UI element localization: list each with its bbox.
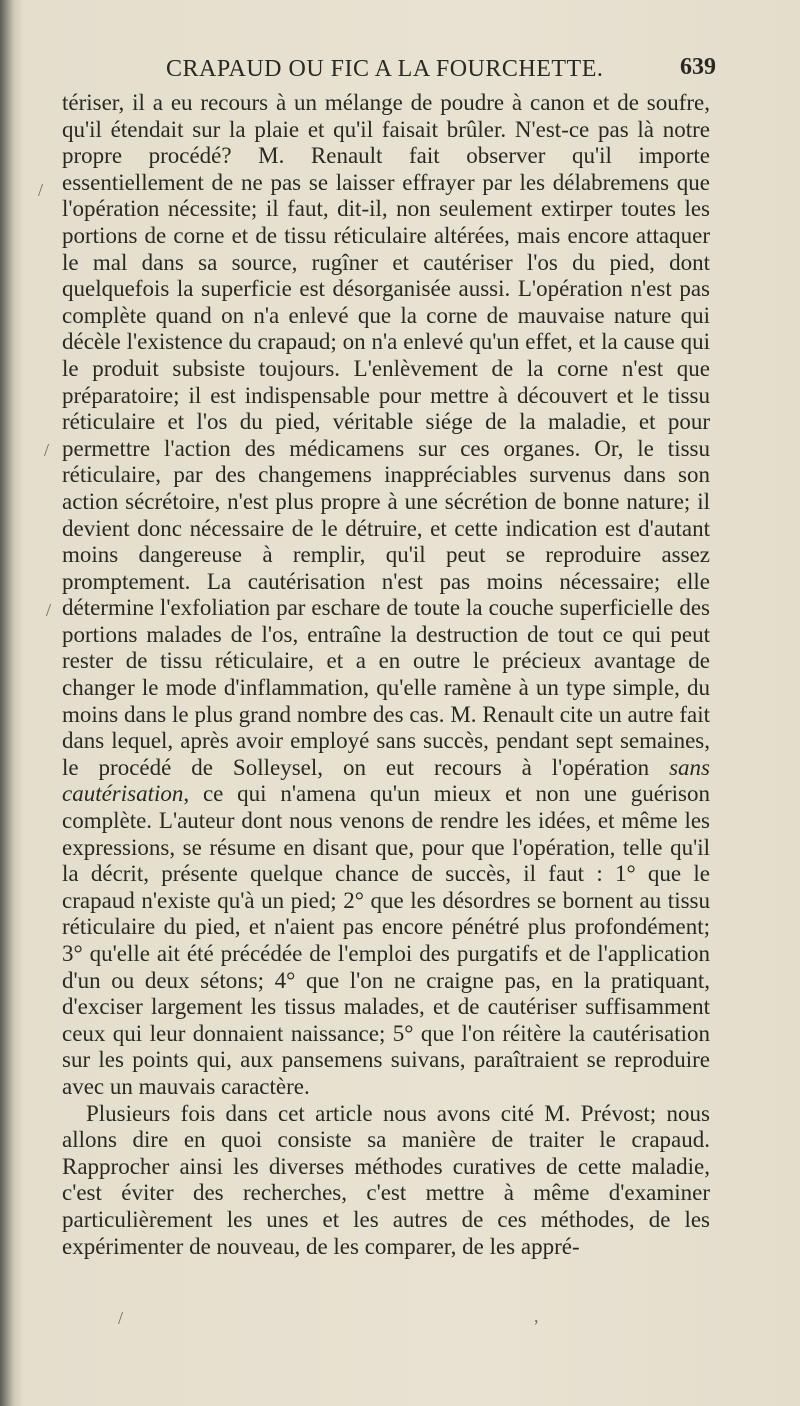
margin-mark: /	[46, 600, 52, 620]
page-number: 639	[680, 54, 716, 80]
body-text	[62, 90, 710, 1260]
paragraph-1-italic: sans cautérisation	[62, 754, 710, 807]
page-header	[62, 52, 716, 92]
margin-mark: /	[118, 1308, 124, 1328]
paragraph-1-text-after: , ce qui n'amena qu'un mieux et non une guérison complète. L'auteur dont nous venons de rendre les idées, et même les expressions, se résume en disant que, pour que l'opération, telle qu'il la décrit, présente quelque chance de succès, il faut : 1° que le crapaud n'existe qu'à un pied; 2° que les désordres se bornent au tissu réticulaire du pied, et n'aient pas encore pénétré plus profondément; 3° qu'elle ait été précédée de l'emploi des purgatifs et de l'application d'un ou deux sétons; 4° que l'on ne craigne pas, en la pratiquant, d'exciser largement les tissus malades, et de cautériser suffisamment ceux qui leur donnaient naissance; 5° que l'on réitère la cautérisation sur les points qui, aux pansemens suivans, paraîtraient se reproduire avec un mauvais caractère.	[62, 781, 710, 1099]
margin-mark: /	[44, 440, 50, 460]
paragraph-1-text: tériser, il a eu recours à un mélange de poudre à canon et de soufre, qu'il étendait sur la plaie et qu'il faisait brûler. N'est-ce pas là notre propre procédé? M. Renault fait observer qu'il importe essentiellement de ne pas se laisser effrayer par les délabremens que l'opération nécessite; il faut, dit-il, non seulement extirper toutes les portions de corne et de tissu réticulaire altérées, mais encore attaquer le mal dans sa source, rugîner et cautériser l'os du pied, dont quelquefois la superficie est désorganisée aussi. L'opération n'est pas complète quand on n'a enlevé que la corne de mauvaise nature qui décèle l'existence du crapaud; on n'a enlevé qu'un effet, et la cause qui le produit subsiste toujours. L'enlèvement de la corne n'est que préparatoire; il est indispensable pour mettre à découvert et le tissu réticulaire et l'os du pied, véritable siége de la maladie, et pour permettre l'action des médicamens sur ces organes. Or, le tissu réticulaire, par des changemens inappréciables survenus dans son action sécrétoire, n'est plus propre à une sécrétion de bonne nature; il devient donc nécessaire de le détruire, et cette indication est d'autant moins dangereuse à remplir, qu'il peut se reproduire assez promptement. La cautérisation n'est pas moins nécessaire; elle détermine l'exfoliation par eschare de toute la couche superficielle des portions malades de l'os, entraîne la destruction de tout ce qui peut rester de tissu réticulaire, et a en outre le précieux avantage de changer le mode d'inflammation, qu'elle ramène à un type simple, du moins dans le plus grand nombre des cas. M. Renault cite un autre fait dans lequel, après avoir employé sans succès, pendant sept semaines, le procédé de Solleysel, on eut recours à l'opération	[62, 90, 710, 780]
margin-mark: /	[38, 180, 44, 200]
paragraph-1	[62, 90, 710, 1101]
paragraph-2: Plusieurs fois dans cet article nous avons cité M. Prévost; nous allons dire en quoi consiste sa manière de traiter le crapaud. Rapprocher ainsi les diverses méthodes curatives de cette maladie, c'est éviter des recherches, c'est mettre à même d'examiner particulièrement les unes et les autres de ces méthodes, de les expérimenter de nouveau, de les comparer, de les appré-	[62, 1100, 710, 1259]
running-title: CRAPAUD OU FIC A LA FOURCHETTE.	[166, 56, 604, 82]
margin-mark: ,	[534, 1306, 539, 1326]
